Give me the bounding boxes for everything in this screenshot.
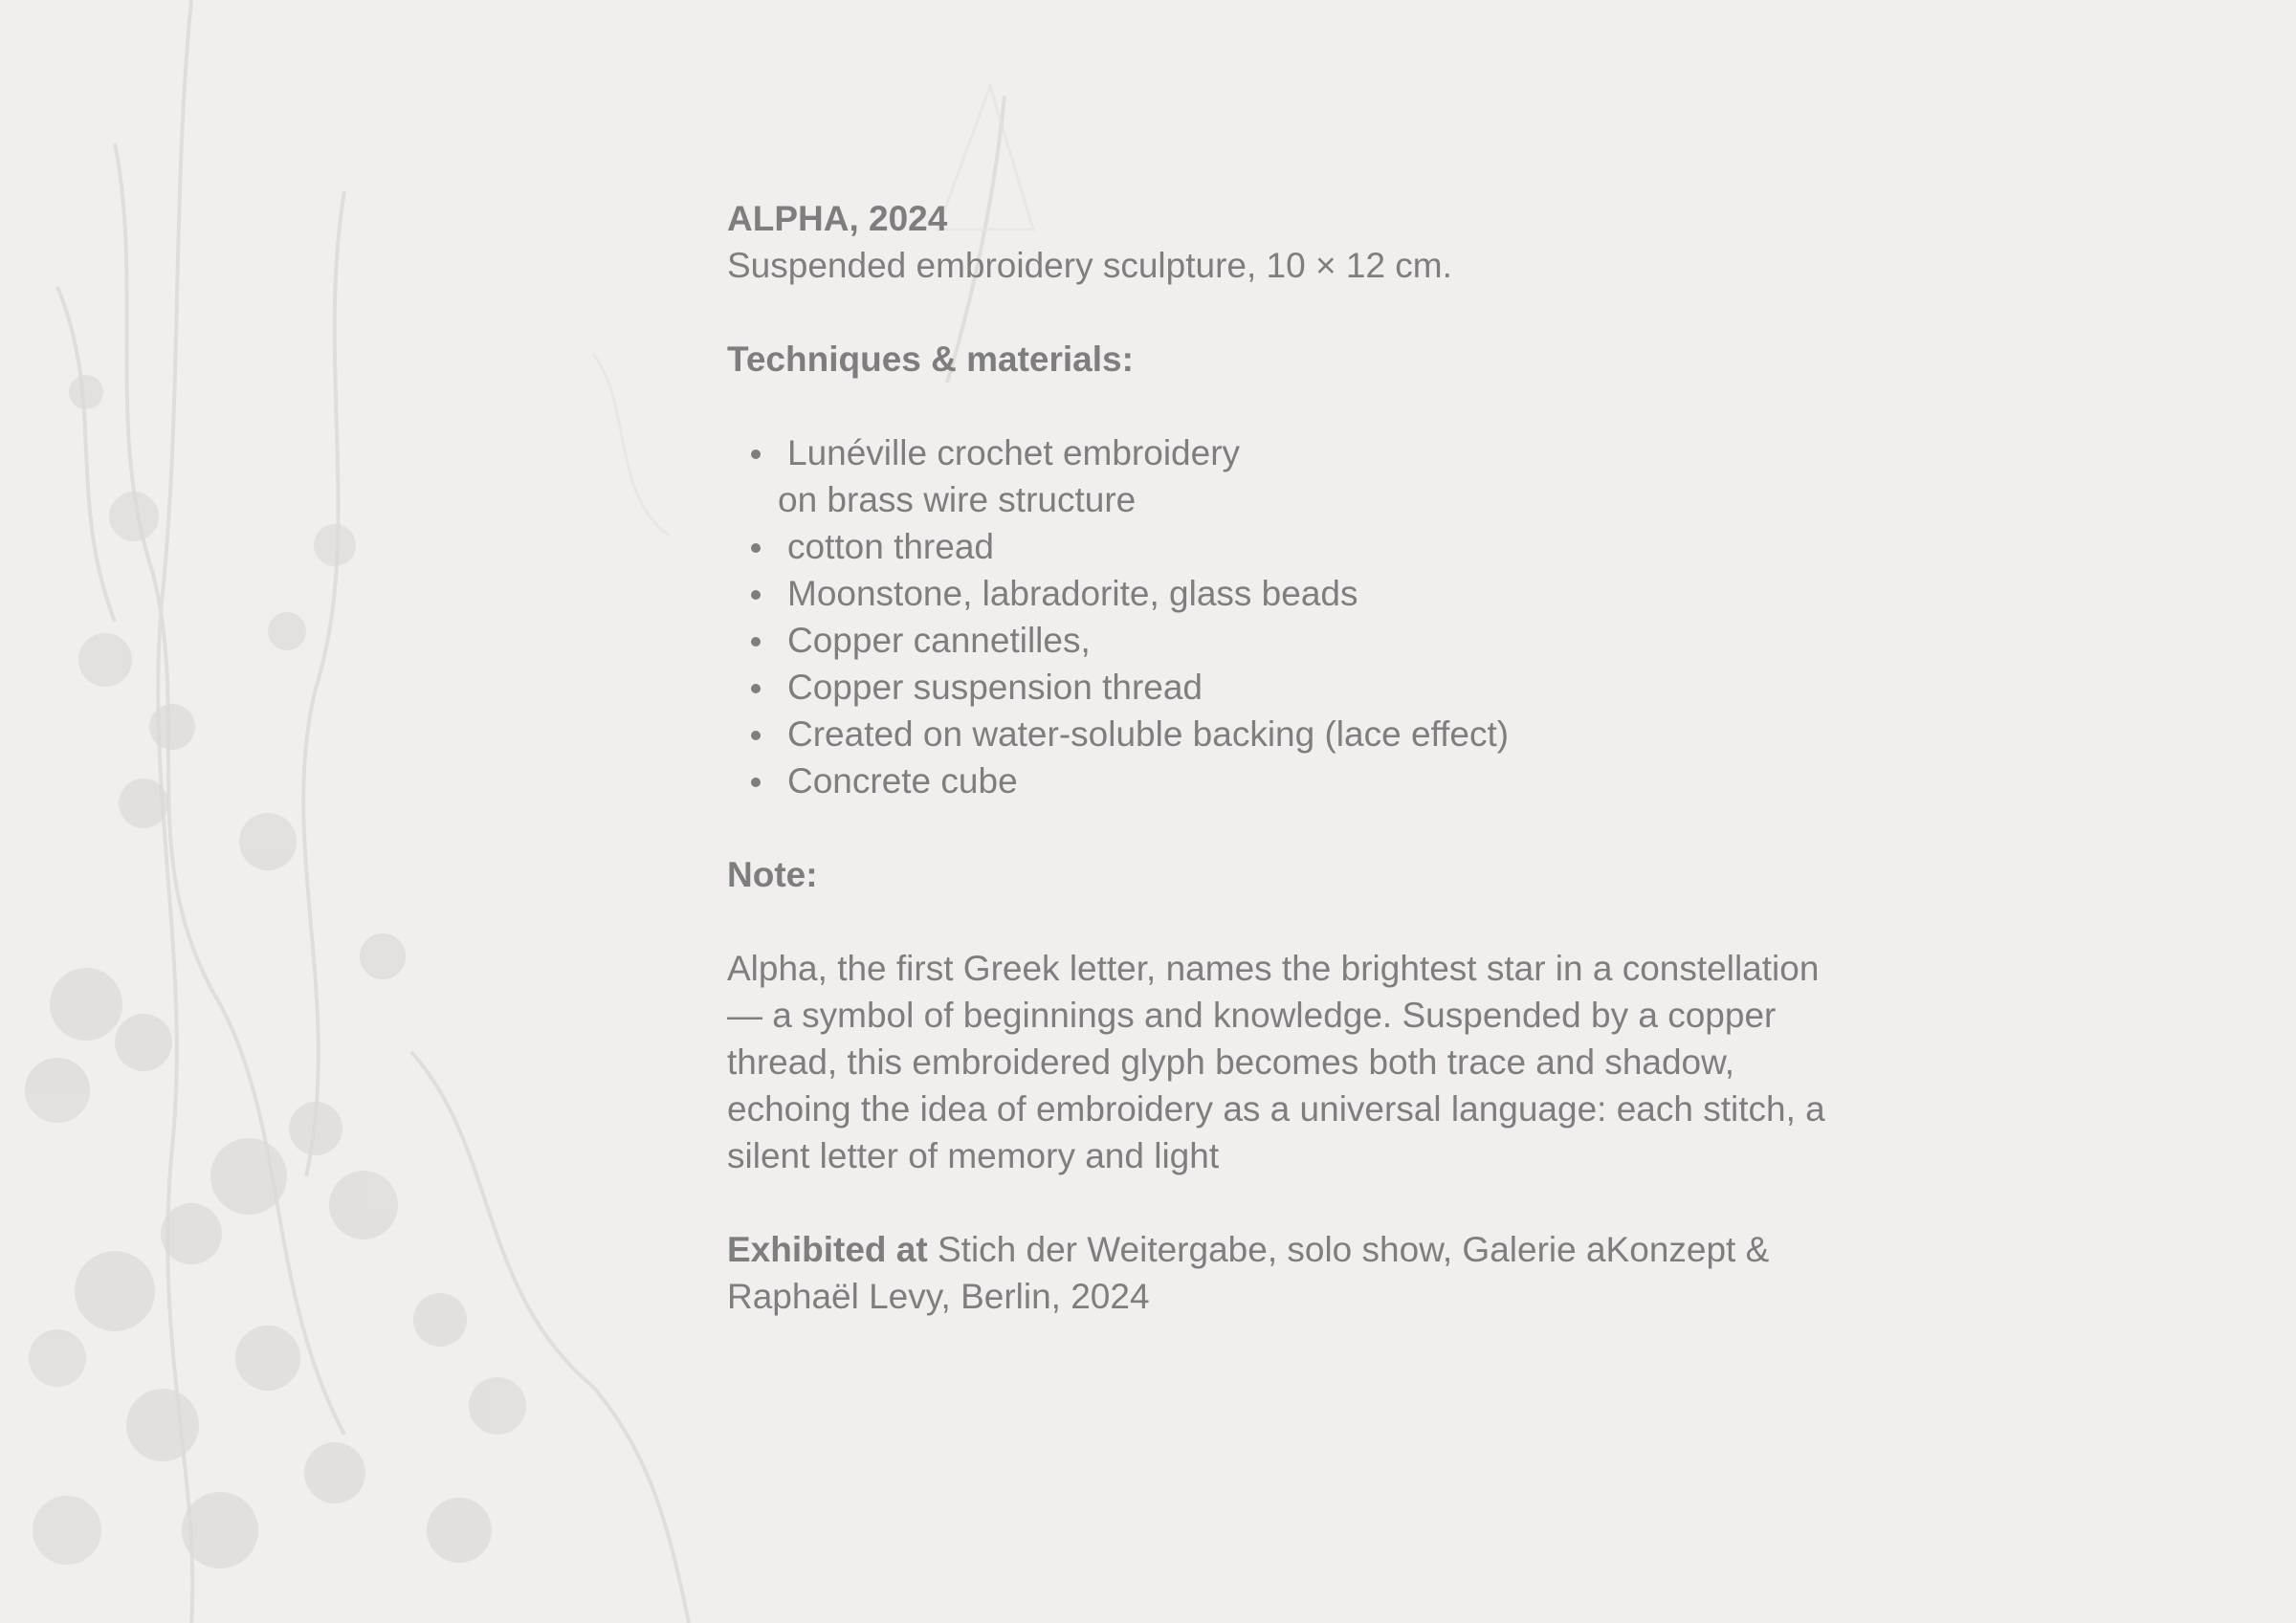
spacer	[727, 898, 1875, 945]
spacer	[727, 383, 1875, 429]
list-item	[727, 664, 1875, 711]
list-item	[727, 711, 1875, 757]
list-item	[727, 570, 1875, 617]
exhibition-details: Stich der Weitergabe, solo show, Galerie aKonzept & Raphaël Levy, Berlin, 2024	[727, 1230, 1770, 1316]
list-item	[727, 429, 1875, 523]
spacer	[727, 289, 1875, 336]
note-paragraph: Alpha, the first Greek letter, names the brightest star in a constellation — a symbol of beginnings and knowledge. Suspended by a copper thread, this embroidered glyph becomes both trace and shadow, echoing the idea of embroidery as a universal language: each stitch, a silent letter of memory and light	[727, 949, 1825, 1175]
list-item-text: Created on water-soluble backing (lace effect)	[787, 714, 1510, 754]
list-item	[727, 617, 1875, 664]
list-item-continuation: on brass wire structure	[778, 480, 1137, 519]
note-heading: Note:	[727, 855, 818, 894]
list-item-text: Copper cannetilles,	[787, 621, 1091, 660]
exhibition-info	[727, 1226, 1856, 1320]
spacer	[727, 804, 1875, 851]
list-item-text: Lunéville crochet embroidery	[787, 433, 1241, 472]
list-item-text: cotton thread	[787, 527, 994, 566]
spacer	[727, 1179, 1875, 1226]
techniques-heading: Techniques & materials:	[727, 340, 1134, 379]
artwork-title: ALPHA, 2024	[727, 199, 948, 238]
artwork-subtitle: Suspended embroidery sculpture, 10 × 12 cm.	[727, 246, 1452, 285]
list-item	[727, 757, 1875, 804]
list-item-text: Concrete cube	[787, 761, 1018, 801]
exhibition-label: Exhibited at	[727, 1230, 928, 1269]
artwork-description	[727, 195, 1875, 1320]
list-item-text: Copper suspension thread	[787, 668, 1203, 707]
list-item	[727, 523, 1875, 570]
list-item-text: Moonstone, labradorite, glass beads	[787, 574, 1358, 613]
materials-list	[727, 429, 1875, 804]
